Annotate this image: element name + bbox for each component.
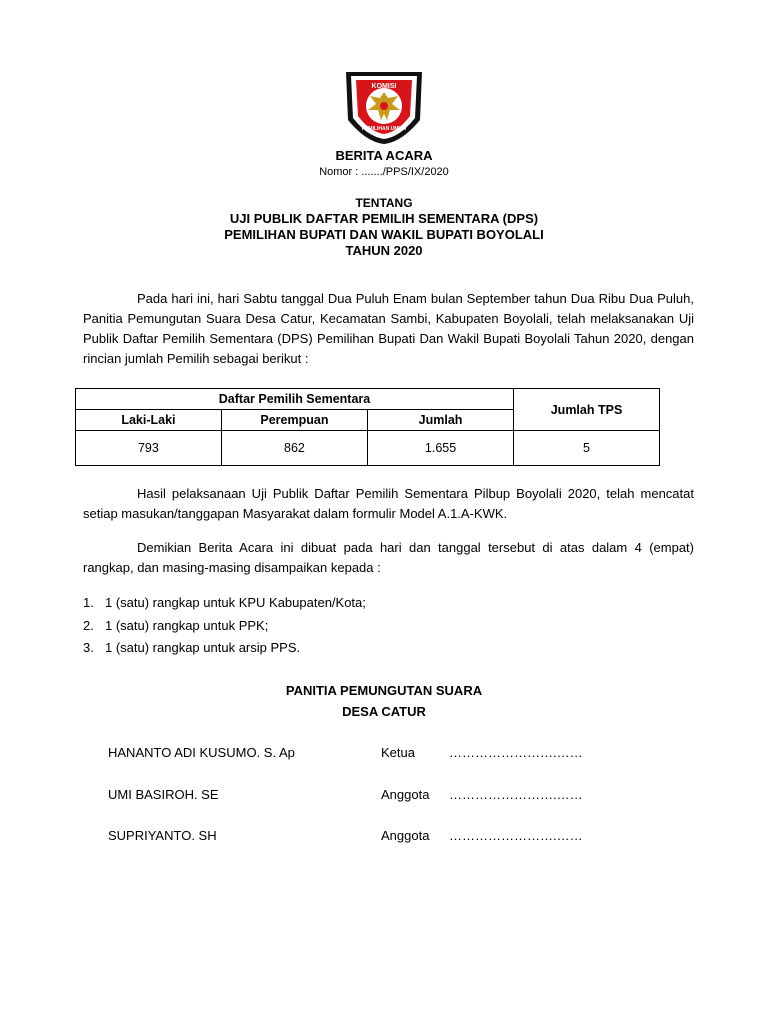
signature-line: …………………….…… xyxy=(449,787,583,802)
tps-value: 5 xyxy=(514,431,660,466)
committee-village: DESA CATUR xyxy=(342,704,426,719)
male-header: Laki-Laki xyxy=(76,410,222,431)
list-item-text: 1 (satu) rangkap untuk arsip PPS. xyxy=(105,640,301,655)
dps-group-header: Daftar Pemilih Sementara xyxy=(76,389,514,410)
document-number: Nomor : ......./PPS/IX/2020 xyxy=(319,166,449,178)
list-item xyxy=(83,618,268,633)
subject-line-1: UJI PUBLIK DAFTAR PEMILIH SEMENTARA (DPS) xyxy=(229,211,539,226)
committee-title: PANITIA PEMUNGUTAN SUARA xyxy=(285,683,483,698)
member-name: HANANTO ADI KUSUMO. S. Ap xyxy=(108,745,295,760)
male-value: 793 xyxy=(76,431,222,466)
tentang-label: TENTANG xyxy=(355,196,413,210)
closing-paragraph xyxy=(83,538,694,578)
logo-top-text: KOMISI xyxy=(371,83,397,90)
member-name: UMI BASIROH. SE xyxy=(108,787,219,802)
result-paragraph xyxy=(83,484,694,524)
closing-paragraph-text: Demikian Berita Acara ini dibuat pada hari dan tanggal tersebut di atas dalam 4 (empat) rangkap, dan masing-masing disampaikan kepada : xyxy=(83,540,694,575)
kpu-logo xyxy=(340,68,428,144)
total-header: Jumlah xyxy=(368,410,514,431)
opening-paragraph xyxy=(83,289,694,369)
member-role: Anggota xyxy=(381,828,430,843)
document-title: BERITA ACARA xyxy=(335,148,433,163)
subject-line-3: TAHUN 2020 xyxy=(345,243,423,258)
result-paragraph-text: Hasil pelaksanaan Uji Publik Daftar Pemilih Sementara Pilbup Boyolali 2020, telah mencatat setiap masukan/tanggapan Masyarakat dalam formulir Model A.1.A-KWK. xyxy=(83,486,694,521)
member-name: SUPRIYANTO. SH xyxy=(108,828,217,843)
list-item-number: 2. xyxy=(83,618,94,633)
signature-line: …………………….…… xyxy=(449,745,583,760)
total-value: 1.655 xyxy=(368,431,514,466)
list-item-number: 1. xyxy=(83,595,94,610)
subject-line-2: PEMILIHAN BUPATI DAN WAKIL BUPATI BOYOLALI xyxy=(224,227,544,242)
list-item xyxy=(83,595,366,610)
list-item xyxy=(83,640,300,655)
dps-table xyxy=(75,388,660,466)
logo-bottom-text: PEMILIHAN UMUM xyxy=(361,126,407,132)
list-item-text: 1 (satu) rangkap untuk PPK; xyxy=(105,618,269,633)
list-item-text: 1 (satu) rangkap untuk KPU Kabupaten/Kota; xyxy=(105,595,366,610)
opening-paragraph-text: Pada hari ini, hari Sabtu tanggal Dua Puluh Enam bulan September tahun Dua Ribu Dua Puluh, Panitia Pemungutan Suara Desa Catur, Kecamatan Sambi, Kabupaten Boyolali, telah melaksanakan Uji Publik Daftar Pemilih Sementara (DPS) Pemilihan Bupati Dan Wakil Bupati Boyolali Tahun 2020, dengan rincian jumlah Pemilih sebagai berikut : xyxy=(83,291,694,366)
member-role: Anggota xyxy=(381,787,430,802)
female-header: Perempuan xyxy=(221,410,367,431)
member-role: Ketua xyxy=(381,745,415,760)
list-item-number: 3. xyxy=(83,640,94,655)
signature-line: …………………….…… xyxy=(449,828,583,843)
female-value: 862 xyxy=(221,431,367,466)
tps-header: Jumlah TPS xyxy=(514,389,660,431)
